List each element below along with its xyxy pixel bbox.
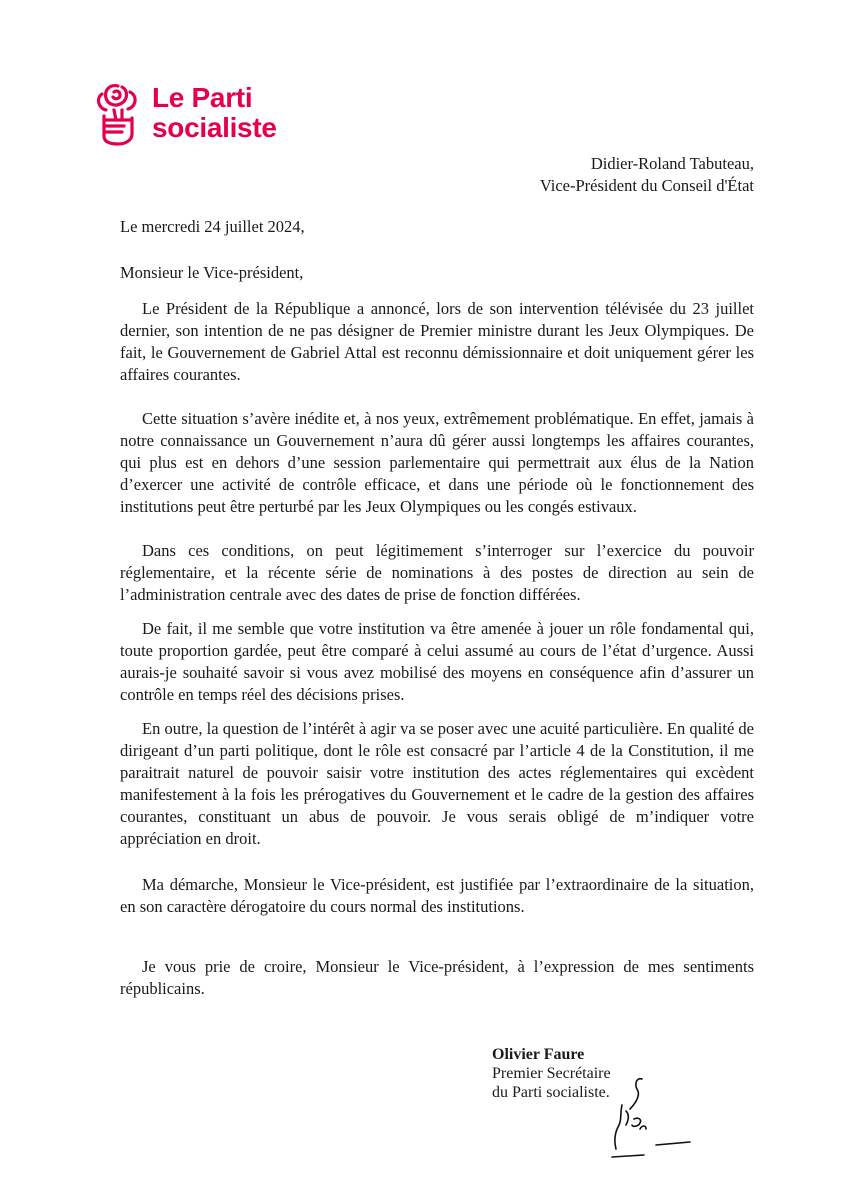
paragraph-1-text: Le Président de la République a annoncé, lors de son intervention télévisée du 23 juillet dernier, son intention de ne pas désigner de Premier ministre durant les Jeux Olympiques. De fait, le Gouvernement de Gabriel Attal est reconnu démissionnaire et doit uniquement gérer les affaires courantes.	[120, 299, 754, 384]
closing-text: Je vous prie de croire, Monsieur le Vice-président, à l’expression de mes sentiments républicains.	[120, 957, 754, 998]
paragraph-1	[120, 298, 754, 386]
handwritten-signature	[600, 1075, 700, 1165]
letter-date: Le mercredi 24 juillet 2024,	[120, 217, 305, 236]
paragraph-2-text: Cette situation s’avère inédite et, à nos yeux, extrêmement problématique. En effet, jamais à notre connaissance un Gouvernement n’aura dû gérer aussi longtemps les affaires courantes, qui plus est en dehors d’une session parlementaire qui permettrait aux élus de la Nation d’exercer une activité de contrôle efficace, et dans une période où le fonctionnement des institutions peut être perturbé par les Jeux Olympiques ou les congés estivaux.	[120, 409, 754, 516]
signatory-org: du Parti socialiste.	[492, 1084, 610, 1101]
paragraph-4-text: De fait, il me semble que votre institution va être amenée à jouer un rôle fondamental qui, toute proportion gardée, peut être comparé à celui assumé au cours de l’état d’urgence. Aussi aurais-je souhaité savoir si vous avez mobilisé des moyens en conséquence afin d’assurer un contrôle en temps réel des décisions prises.	[120, 619, 754, 704]
closing-formula	[120, 956, 754, 1000]
rose-fist-icon	[92, 80, 144, 146]
paragraph-2	[120, 408, 754, 518]
paragraph-3	[120, 540, 754, 606]
recipient-block	[540, 153, 754, 197]
salutation: Monsieur le Vice-président,	[120, 263, 304, 282]
paragraph-5	[120, 718, 754, 850]
paragraph-5-text: En outre, la question de l’intérêt à agir va se poser avec une acuité particulière. En qualité de dirigeant d’un parti politique, dont le rôle est consacré par l’article 4 de la Constitution, il me paraitrait naturel de pouvoir saisir votre institution des actes réglementaires qui excèdent manifestement à la fois les prérogatives du Gouvernement et le cadre de la gestion des affaires courantes, constituant un abus de pouvoir. Je vous serais obligé de m’indiquer votre appréciation en droit.	[120, 719, 754, 848]
party-logo	[92, 80, 277, 146]
signatory-name: Olivier Faure	[492, 1046, 585, 1063]
paragraph-6	[120, 874, 754, 918]
logo-line-1: Le Parti	[152, 82, 253, 113]
paragraph-6-text: Ma démarche, Monsieur le Vice-président, est justifiée par l’extraordinaire de la situation, en son caractère dérogatoire du cours normal des institutions.	[120, 875, 754, 916]
logo-wordmark	[152, 83, 277, 143]
recipient-name: Didier-Roland Tabuteau,	[590, 154, 754, 173]
logo-line-2: socialiste	[152, 112, 277, 143]
paragraph-3-text: Dans ces conditions, on peut légitimement s’interroger sur l’exercice du pouvoir réglementaire, et la récente série de nominations à des postes de direction au sein de l’administration centrale avec des dates de prise de fonction différées.	[120, 541, 754, 604]
signatory-title: Premier Secrétaire	[492, 1065, 611, 1082]
paragraph-4	[120, 618, 754, 706]
signatory-block	[492, 1045, 611, 1102]
recipient-title: Vice-Président du Conseil d'État	[539, 176, 754, 195]
